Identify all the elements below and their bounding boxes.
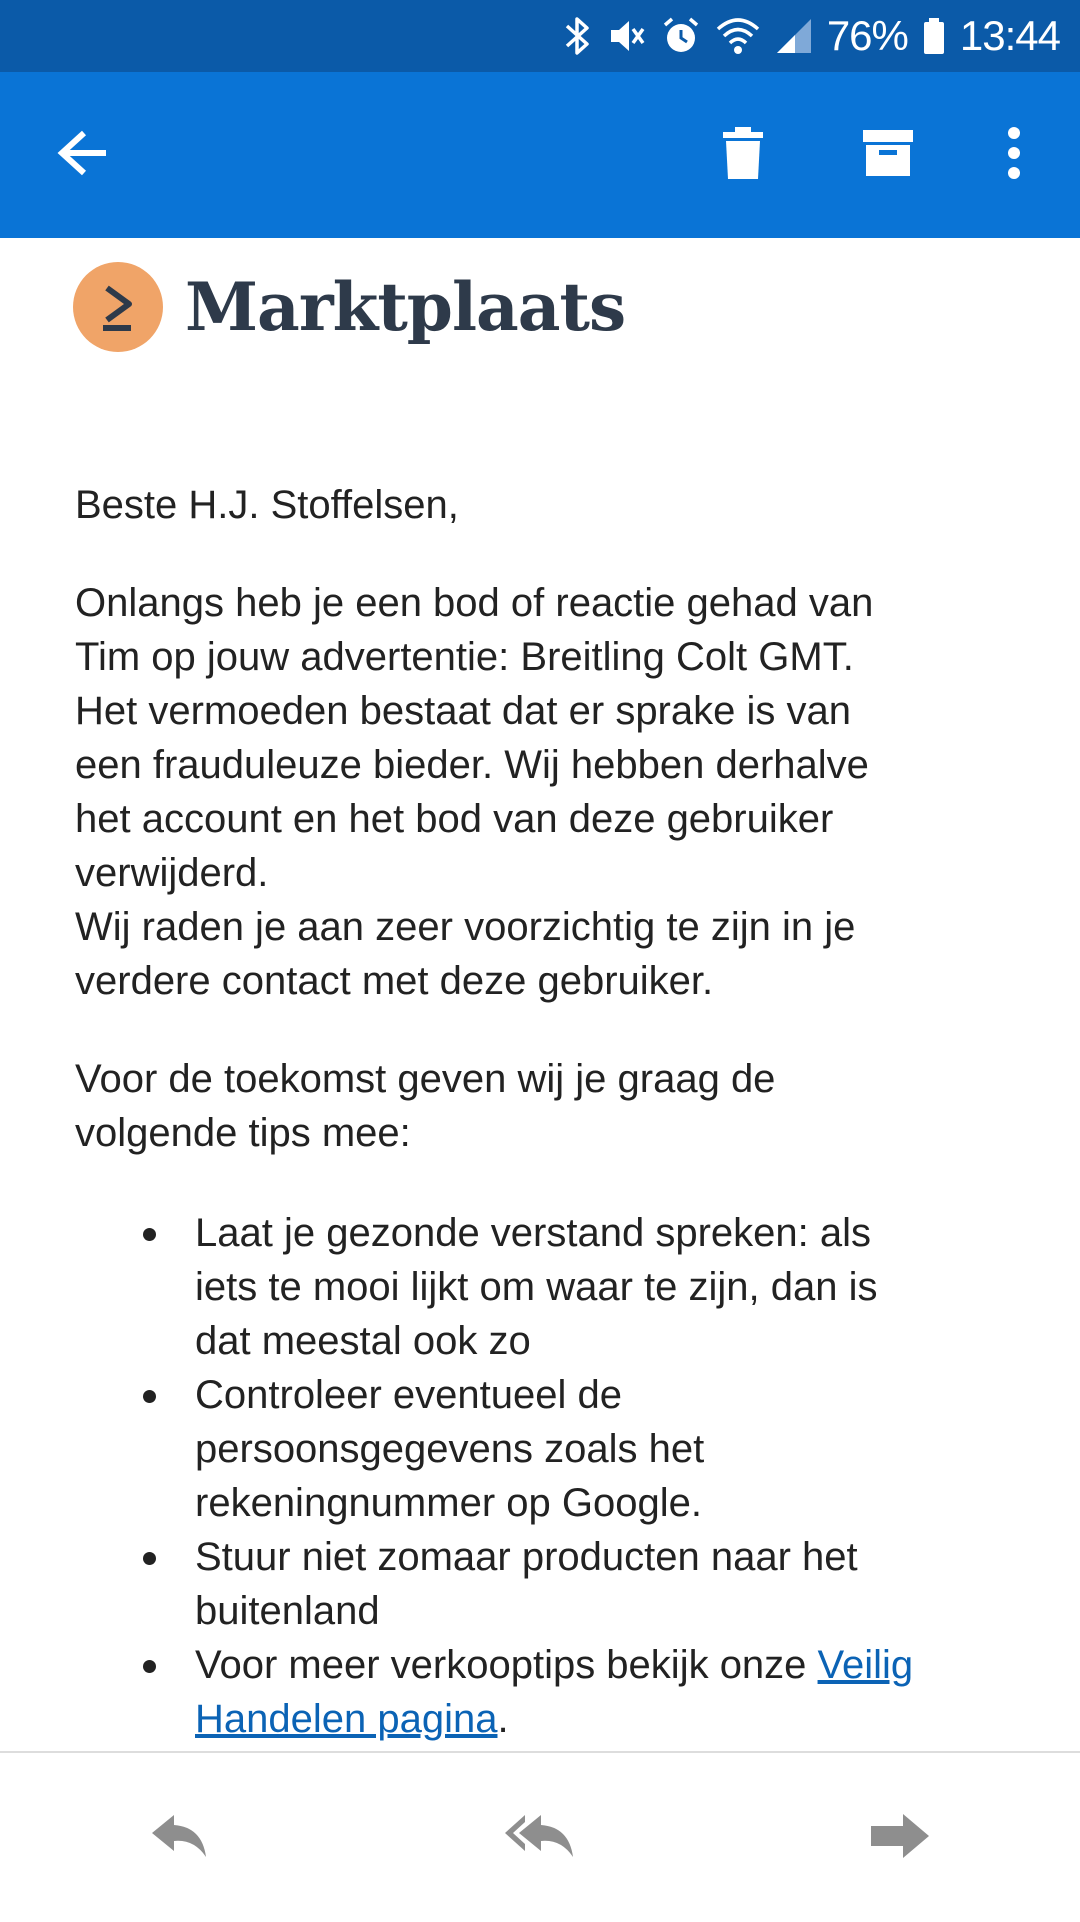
text-line: buitenland	[195, 1589, 380, 1633]
text-line: Onlangs heb je een bod of reactie gehad van	[75, 581, 874, 625]
delete-button[interactable]	[698, 110, 788, 200]
text-line: Controleer eventueel de	[195, 1373, 622, 1417]
text-line: Voor de toekomst geven wij je graag de	[75, 1057, 776, 1101]
text-line: Voor meer verkooptips bekijk onze	[195, 1643, 818, 1687]
battery-icon	[922, 15, 946, 57]
bottom-action-bar	[0, 1751, 1080, 1922]
more-vertical-icon	[1006, 127, 1022, 184]
text-line: Laat je gezonde verstand spreken: als	[195, 1211, 871, 1255]
list-item	[195, 1638, 1025, 1746]
forward-icon	[869, 1812, 931, 1865]
trash-icon	[721, 125, 765, 186]
brand-header	[73, 262, 625, 352]
back-button[interactable]	[38, 110, 128, 200]
text-line: een frauduleuze bieder. Wij hebben derhalve	[75, 743, 869, 787]
forward-button[interactable]	[850, 1793, 950, 1883]
marktplaats-logo-icon	[73, 262, 163, 352]
veilig-handelen-link[interactable]: Handelen pagina	[195, 1697, 498, 1741]
text-line: dat meestal ook zo	[195, 1319, 531, 1363]
text-line: het account en het bod van deze gebruiker	[75, 797, 834, 841]
list-item	[195, 1530, 1025, 1638]
battery-percentage: 76%	[826, 12, 908, 59]
more-options-button[interactable]	[969, 110, 1059, 200]
brand-name: Marktplaats	[185, 268, 626, 346]
greeting: Beste H.J. Stoffelsen,	[75, 483, 459, 527]
app-bar	[0, 72, 1080, 238]
reply-icon	[150, 1811, 210, 1866]
status-icons	[563, 0, 1060, 72]
clock: 13:44	[959, 12, 1060, 59]
text-line: persoonsgegevens zoals het	[195, 1427, 705, 1471]
text-line: verwijderd.	[75, 851, 269, 895]
paragraph-fraud-notice	[75, 576, 1025, 1008]
alarm-icon	[661, 15, 701, 57]
reply-button[interactable]	[130, 1793, 230, 1883]
text-line: Wij raden je aan zeer voorzichtig te zijn in je	[75, 905, 856, 949]
text-line: Stuur niet zomaar producten naar het	[195, 1535, 858, 1579]
signal-icon	[775, 15, 813, 57]
text-line: iets te mooi lijkt om waar te zijn, dan is	[195, 1265, 878, 1309]
mute-icon	[607, 15, 647, 57]
text-line: volgende tips mee:	[75, 1111, 411, 1155]
veilig-handelen-link[interactable]: Veilig	[817, 1643, 914, 1687]
status-bar	[0, 0, 1080, 72]
email-body	[75, 478, 1025, 1746]
reply-all-icon	[503, 1811, 577, 1866]
archive-button[interactable]	[843, 110, 933, 200]
bluetooth-icon	[563, 15, 593, 57]
text-line: verdere contact met deze gebruiker.	[75, 959, 714, 1003]
paragraph-tips-intro	[75, 1052, 1025, 1160]
list-item	[195, 1206, 1025, 1368]
text-line: Het vermoeden bestaat dat er sprake is van	[75, 689, 851, 733]
list-item	[195, 1368, 1025, 1530]
reply-all-button[interactable]	[490, 1793, 590, 1883]
tips-list	[75, 1206, 1025, 1746]
text-line: .	[497, 1697, 509, 1741]
text-line: Tim op jouw advertentie: Breitling Colt GMT.	[75, 635, 854, 679]
text-line: rekeningnummer op Google.	[195, 1481, 702, 1525]
email-content[interactable]	[0, 238, 1080, 1751]
wifi-icon	[715, 15, 761, 57]
arrow-back-icon	[56, 129, 110, 182]
archive-icon	[861, 128, 915, 183]
